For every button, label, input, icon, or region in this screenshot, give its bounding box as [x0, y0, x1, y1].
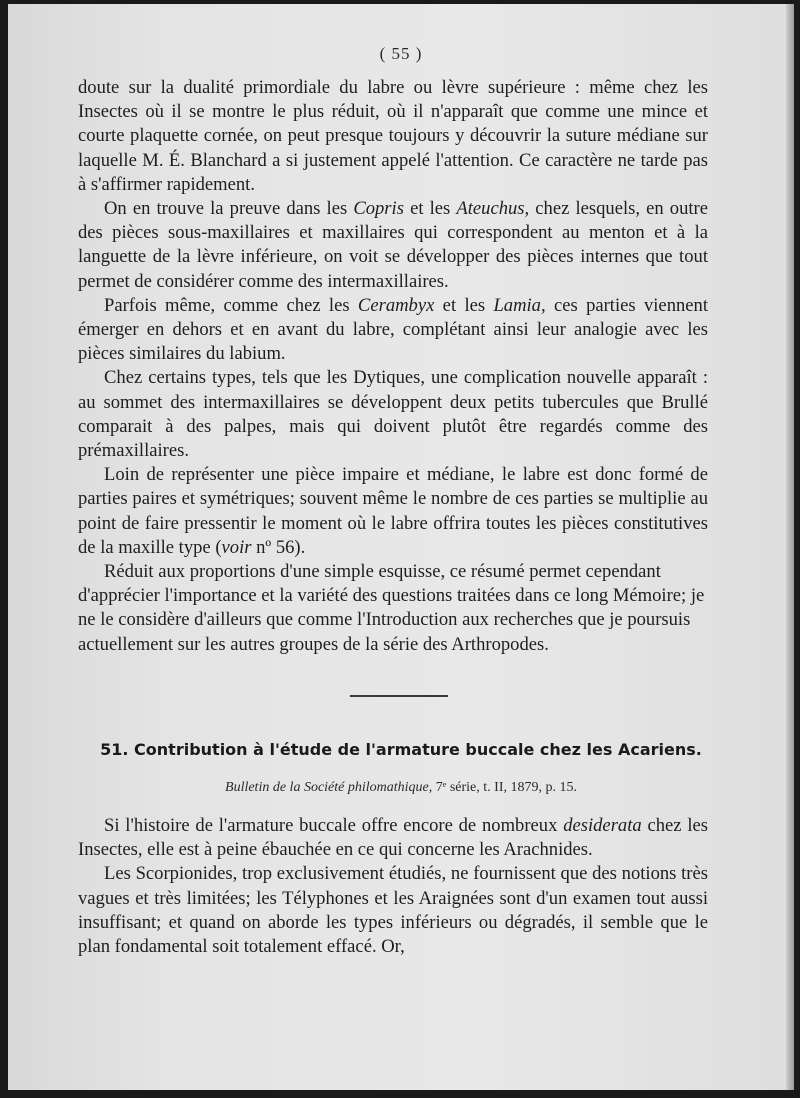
paragraph-1: doute sur la dualité primordiale du labre ou lèvre supérieure : même chez les Insectes où il se montre le plus réduit, où il n'apparaît que comme une mince et courte plaquette cornée, on peut presque toujours y découvrir la suture médiane sur laquelle M. É. Blanchard a si justement appelé l'attention. Ce caractère ne tarde pas à s'affirmer rapidement. — [78, 77, 708, 195]
term-desiderata: desiderata — [563, 815, 642, 836]
term-lamia: Lamia, — [493, 294, 546, 316]
entry-text — [78, 814, 708, 959]
term-ateuchus: Ateuchus, — [456, 198, 530, 220]
page-edge-shadow — [786, 4, 794, 1090]
entry-paragraph-1-text-a: Si l'histoire de l'armature buccale offre encore de nombreux — [104, 815, 564, 836]
continued-text — [78, 76, 708, 657]
entry-citation — [8, 780, 794, 796]
entry-paragraph-1-text-b: chez les Insectes, elle est à peine ébauchée en ce qui concerne les Arachnides. — [78, 815, 708, 861]
term-voir: voir — [221, 536, 252, 558]
section-divider — [350, 695, 448, 697]
paragraph-2-text-a: On en trouve la preuve dans les — [104, 198, 354, 220]
paragraph-3-text-a: Parfois même, comme chez les — [104, 294, 358, 316]
paragraph-4: Chez certains types, tels que les Dytiques, une complication nouvelle apparaît : au sommet des intermaxillaires se développent deux petits tubercules que Brullé comparait à des palpes, mais qui doivent plutôt être regardés comme des prémaxillaires. — [78, 367, 708, 462]
paragraph-5-text-a: Loin de représenter une pièce impaire et médiane, le labre est donc formé de parties paires et symétriques; souvent même le nombre de ces parties se multiplie au point de faire pressentir le moment où le labre offrira toutes les pièces constitutives de la maxille type ( — [78, 464, 708, 558]
paragraph-3-text-b: et les — [434, 294, 494, 316]
paragraph-5 — [78, 463, 708, 560]
citation-journal: Bulletin de la Société philomathique, — [225, 780, 433, 795]
entry-paragraph-1 — [78, 814, 708, 862]
paragraph-3-text-c: ces parties viennent émerger en dehors et en avant du labre, complétant ainsi leur analogie avec les pièces similaires du labium. — [78, 294, 708, 365]
paragraph-6: Réduit aux proportions d'une simple esquisse, ce résumé permet cependant d'apprécier l'importance et la variété des questions traitées dans ce long Mémoire; je ne le considère d'ailleurs que comme l'Introduction aux recherches que je poursuis actuellement sur les autres groupes de la série des Arthropodes. — [78, 561, 705, 655]
paragraph-5-text-b: nº 56). — [251, 536, 306, 558]
paragraph-2-text-b: et les — [403, 198, 457, 220]
entry-heading: 51. Contribution à l'étude de l'armature buccale chez les Acariens. — [100, 740, 702, 759]
paragraph-3 — [78, 294, 708, 367]
entry-paragraph-2: Les Scorpionides, trop exclusivement étudiés, ne fournissent que des notions très vagues et très limitées; les Télyphones et les Araignées sont d'un examen tout aussi insuffisant; et quand on aborde les types inférieurs ou dégradés, il semble que le plan fondamental soit totalement effacé. Or, — [78, 863, 708, 958]
page-number: ( 55 ) — [379, 44, 423, 63]
term-cerambyx: Cerambyx — [357, 294, 435, 316]
paragraph-2 — [78, 197, 708, 294]
paragraph-2-text-c: chez lesquels, en outre des pièces sous-maxillaires et maxillaires qui correspondent au menton et à la languette de la lèvre inférieure, on voit se développer des pièces internes que tout permet de considérer comme des intermaxillaires. — [78, 198, 708, 292]
scanned-page — [8, 4, 794, 1090]
citation-details: 7ᵉ série, t. II, 1879, p. 15. — [432, 780, 577, 795]
term-copris: Copris — [353, 198, 404, 220]
